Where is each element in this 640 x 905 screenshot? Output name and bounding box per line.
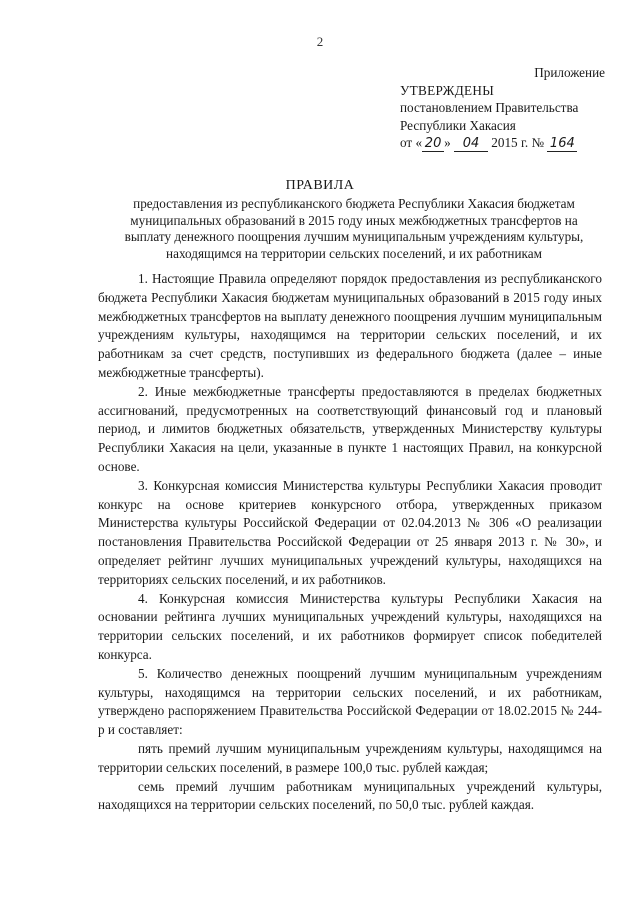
paragraph-1: 1. Настоящие Правила определяют порядок предоставления из республиканского бюджета Республики Хакасия бюджетам муниципальных образований в 2015 году иных межбюджетных трансфертов на выплату денежного поощрения лучшим муниципальным учреждениям культуры, находящимся на территории сельских поселений, и их работникам за счет средств, поступивших из федерального бюджета (далее – иные межбюджетные трансферты).: [98, 271, 602, 380]
approved-label: УТВЕРЖДЕНЫ: [400, 82, 495, 98]
date-prefix: от «: [400, 135, 423, 150]
paragraph-3: 3. Конкурсная комиссия Министерства культуры Республики Хакасия проводит конкурс на основе критериев конкурсного отбора, утвержденных приказом Министерства культуры Российской Федерации от 02.04.2013 № 306 «О реализации постановления Правительства Российской Федерации от 25 января 2013 г. № 30», и определяет рейтинг лучших муниципальных учреждений культуры, находящихся на территориях сельских поселений, и их работников.: [98, 477, 602, 587]
handwritten-day: 20: [422, 137, 444, 152]
handwritten-month: 04: [454, 137, 488, 152]
paragraph-5: 5. Количество денежных поощрений лучшим муниципальным учреждениям культуры, находящимся на территории сельских поселений, и их работникам, утверждено распоряжением Правительства Российской Федерации от 18.02.2015 № 244-р и составляет:: [98, 665, 602, 738]
approval-date-line: [400, 134, 605, 152]
approval-block: [400, 64, 605, 152]
paragraph-4: 4. Конкурсная комиссия Министерства культуры Республики Хакасия на основании рейтинга лучших муниципальных учреждений культуры, находящихся на территории сельских поселений, и их работников формирует список победителей конкурса.: [98, 590, 602, 662]
document-title: ПРАВИЛА: [285, 178, 355, 193]
page-number: 2: [316, 34, 324, 49]
approval-line-1: постановлением Правительства: [400, 100, 579, 115]
paragraph-2: 2. Иные межбюджетные трансферты предоставляются в пределах бюджетных ассигнований, предусмотренных на соответствующий финансовый год и плановый период, и лимитов бюджетных обязательств, утвержденных Министерству культуры Республики Хакасия на цели, указанные в пункте 1 настоящих Правил, на конкурсной основе.: [98, 383, 602, 474]
appendix-label: Приложение: [534, 65, 605, 80]
date-mid: »: [444, 135, 451, 150]
approval-line-2: Республики Хакасия: [400, 117, 516, 133]
document-subtitle: предоставления из республиканского бюджета Республики Хакасия бюджетам муниципальных образований в 2015 году иных межбюджетных трансфертов на выплату денежного поощрения лучшим муниципальным учреждениям культуры, находящимся на территории сельских поселений, и их работникам: [124, 196, 584, 261]
paragraph-7: семь премий лучшим работникам муниципальных учреждений культуры, находящихся на территории сельских поселений, по 50,0 тыс. рублей каждая.: [98, 778, 602, 813]
paragraph-6: пять премий лучшим муниципальным учреждениям культуры, находящимся на территории сельских поселений, в размере 100,0 тыс. рублей каждая;: [98, 740, 602, 775]
date-year: 2015 г. №: [491, 135, 545, 150]
handwritten-number: 164: [547, 137, 577, 152]
document-body: [98, 270, 602, 815]
